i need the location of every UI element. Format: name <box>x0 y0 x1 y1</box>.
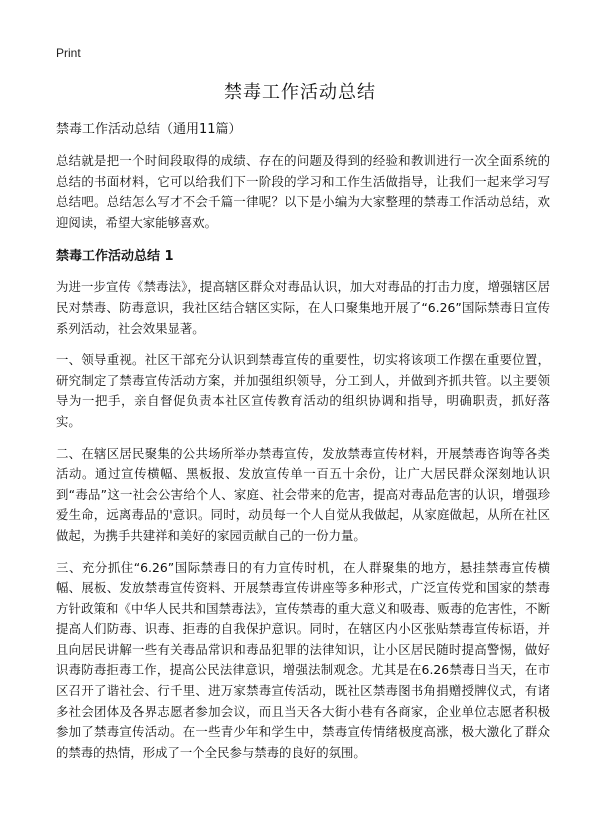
body-paragraph: 二、在辖区居民聚集的公共场所举办禁毒宣传，发放禁毒宣传材料，开展禁毒咨询等各类活动。通过宣传横幅、黑板报、发放宣传单一百五十余份，让广大居民群众深刻地认识到“毒品”这一社会公害给个人、家庭、社会带来的危害，提高对毒品危害的认识，增强珍爱生命，远离毒品的'意识。同时，动员每一个人自觉从我做起，从家庭做起，从所在社区做起，为携手共建祥和美好的家园贡献自己的一份力量。 <box>56 445 550 543</box>
body-paragraph: 一、领导重视。社区干部充分认识到禁毒宣传的重要性，切实将该项工作摆在重要位置，研究制定了禁毒宣传活动方案，并加强组织领导，分工到人，并做到齐抓共管。以主要领导为一把手，亲自督促负责本社区宣传教育活动的组织协调和指导，明确职责，抓好落实。 <box>56 352 550 429</box>
section-heading: 禁毒工作活动总结 1 <box>56 249 174 265</box>
document-body <box>56 120 550 774</box>
body-paragraph: 三、充分抓住“6.26”国际禁毒日的有力宣传时机，在人群聚集的地方，悬挂禁毒宣传横幅、展板、发放禁毒宣传资料、开展禁毒宣传讲座等多种形式，广泛宣传党和国家的禁毒方针政策和《中华人民共和国禁毒法》，宣传禁毒的重大意义和吸毒、贩毒的危害性，不断提高人们防毒、识毒、拒毒的自我保护意识。同时，在辖区内小区张贴禁毒宣传标语，并且向居民讲解一些有关毒品常识和毒品犯罪的法律知识，让小区居民随时提高警惕，做好识毒防毒拒毒工作，提高公民法律意识，增强法制观念。尤其是在6.26禁毒日当天，在市区召开了谐社会、行千里、进万家禁毒宣传活动，既社区禁毒图书角捐赠授牌仪式，有诸多社会团体及各界志愿者参加会议，而且当天各大街小巷有各商家，企业单位志愿者积极参加了禁毒宣传活动。在一些青少年和学生中，禁毒宣传情绪极度高涨，极大激化了群众的禁毒的热情，形成了一个全民参与禁毒的良好的氛围。 <box>56 559 550 760</box>
document-title: 禁毒工作活动总结 <box>224 82 376 103</box>
print-link[interactable]: Print <box>56 46 81 60</box>
body-paragraph: 为进一步宣传《禁毒法》，提高辖区群众对毒品认识，加大对毒品的打击力度，增强辖区居民对禁毒、防毒意识，我社区结合辖区实际，在人口聚集地开展了“6.26”国际禁毒日宣传系列活动，社会效果显著。 <box>56 279 550 336</box>
intro-paragraph: 总结就是把一个时间段取得的成绩、存在的问题及得到的经验和教训进行一次全面系统的总结的书面材料，它可以给我们下一阶段的学习和工作生活做指导，让我们一起来学习写总结吧。总结怎么写才不会千篇一律呢？以下是小编为大家整理的禁毒工作活动总结，欢迎阅读，希望大家能够喜欢。 <box>56 153 550 230</box>
document-subtitle: 禁毒工作活动总结（通用11篇） <box>56 122 242 137</box>
